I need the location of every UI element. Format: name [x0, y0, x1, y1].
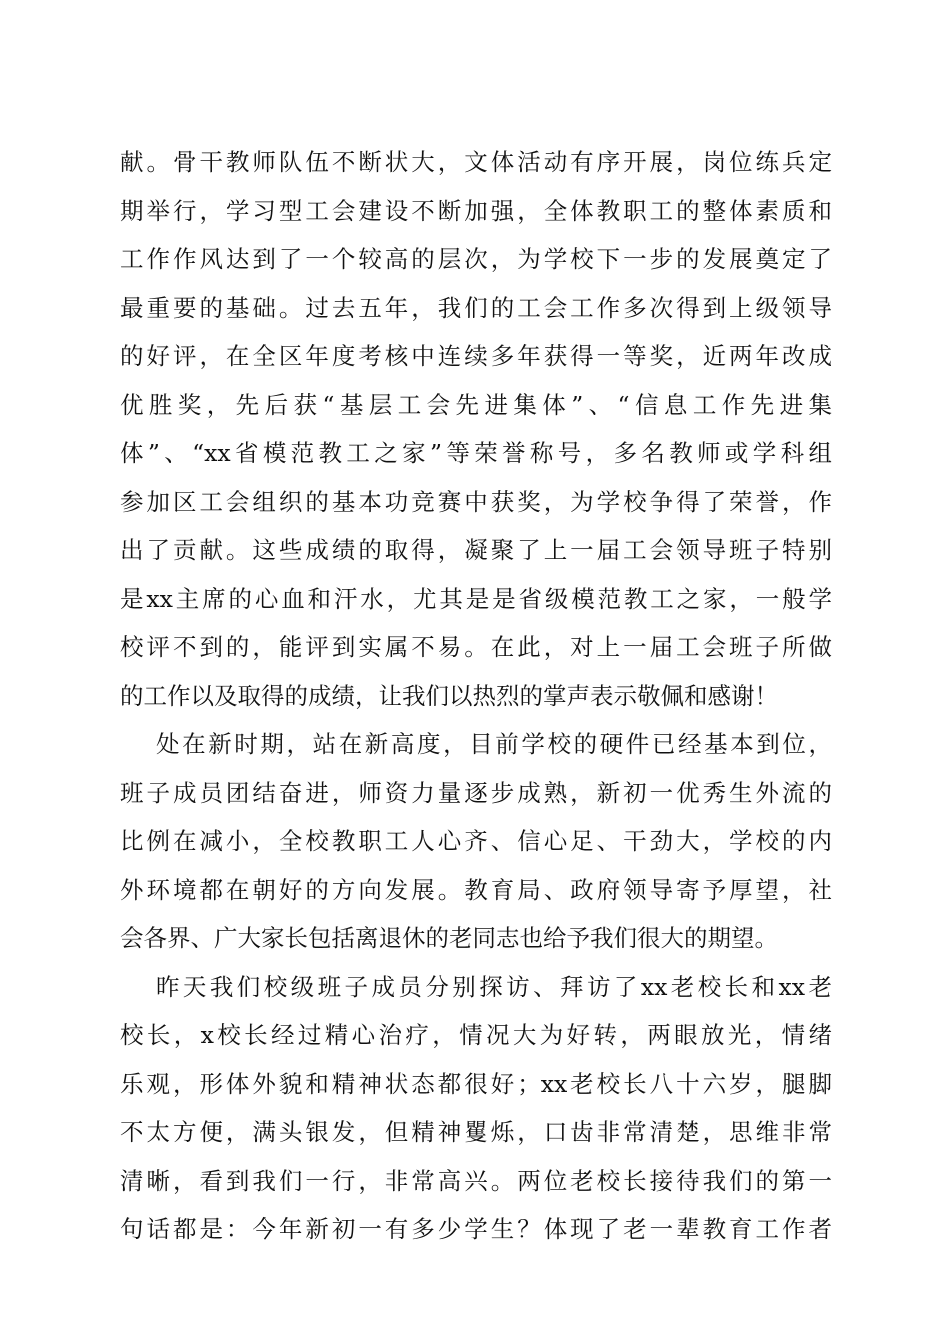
text-line: 班子成员团结奋进，师资力量逐步成熟，新初一优秀生外流的	[120, 778, 832, 807]
text-line: 校评不到的，能评到实属不易。在此，对上一届工会班子所做	[120, 633, 832, 661]
text-line: 体”、“xx省模范教工之家”等荣誉称号，多名教师或学科组	[120, 439, 832, 467]
text-line: 期举行，学习型工会建设不断加强，全体教职工的整体素质和	[120, 196, 832, 225]
paragraph-end-line: 的工作以及取得的成绩，让我们以热烈的掌声表示敬佩和感谢！	[120, 681, 778, 710]
text-line: 工作作风达到了一个较高的层次，为学校下一步的发展奠定了	[120, 245, 832, 273]
text-line: 最重要的基础。过去五年，我们的工会工作多次得到上级领导	[120, 293, 832, 322]
text-line: 出了贡献。这些成绩的取得，凝聚了上一届工会领导班子特别	[120, 536, 832, 564]
text-line: 乐观，形体外貌和精神状态都很好；xx老校长八十六岁，腿脚	[120, 1069, 832, 1098]
text-line: 的好评，在全区年度考核中连续多年获得一等奖，近两年改成	[120, 342, 832, 370]
paragraph-start-line: 处在新时期，站在新高度，目前学校的硬件已经基本到位，	[156, 730, 832, 758]
text-line: 献。骨干教师队伍不断状大，文体活动有序开展，岗位练兵定	[120, 148, 832, 176]
text-line: 校长，x校长经过精心治疗，情况大为好转，两眼放光，情绪	[120, 1021, 832, 1049]
text-line: 句话都是：今年新初一有多少学生？体现了老一辈教育工作者	[120, 1215, 832, 1243]
text-line: 外环境都在朝好的方向发展。教育局、政府领导寄予厚望，社	[120, 875, 832, 904]
text-line: 优胜奖，先后获“基层工会先进集体”、“信息工作先进集	[120, 390, 832, 419]
text-line: 是xx主席的心血和汗水，尤其是是省级模范教工之家，一般学	[120, 584, 832, 613]
paragraph-start-line: 昨天我们校级班子成员分别探访、拜访了xx老校长和xx老	[156, 972, 832, 1001]
body-text	[120, 138, 832, 1254]
paragraph-end-line: 会各界、广大家长包括离退休的老同志也给予我们很大的期望。	[120, 924, 778, 952]
text-line: 参加区工会组织的基本功竞赛中获奖，为学校争得了荣誉，作	[120, 487, 832, 516]
text-line: 不太方便，满头银发，但精神矍烁，口齿非常清楚，思维非常	[120, 1118, 832, 1146]
text-line: 比例在减小，全校教职工人心齐、信心足、干劲大，学校的内	[120, 827, 832, 855]
text-line: 清晰，看到我们一行，非常高兴。两位老校长接待我们的第一	[120, 1166, 832, 1195]
